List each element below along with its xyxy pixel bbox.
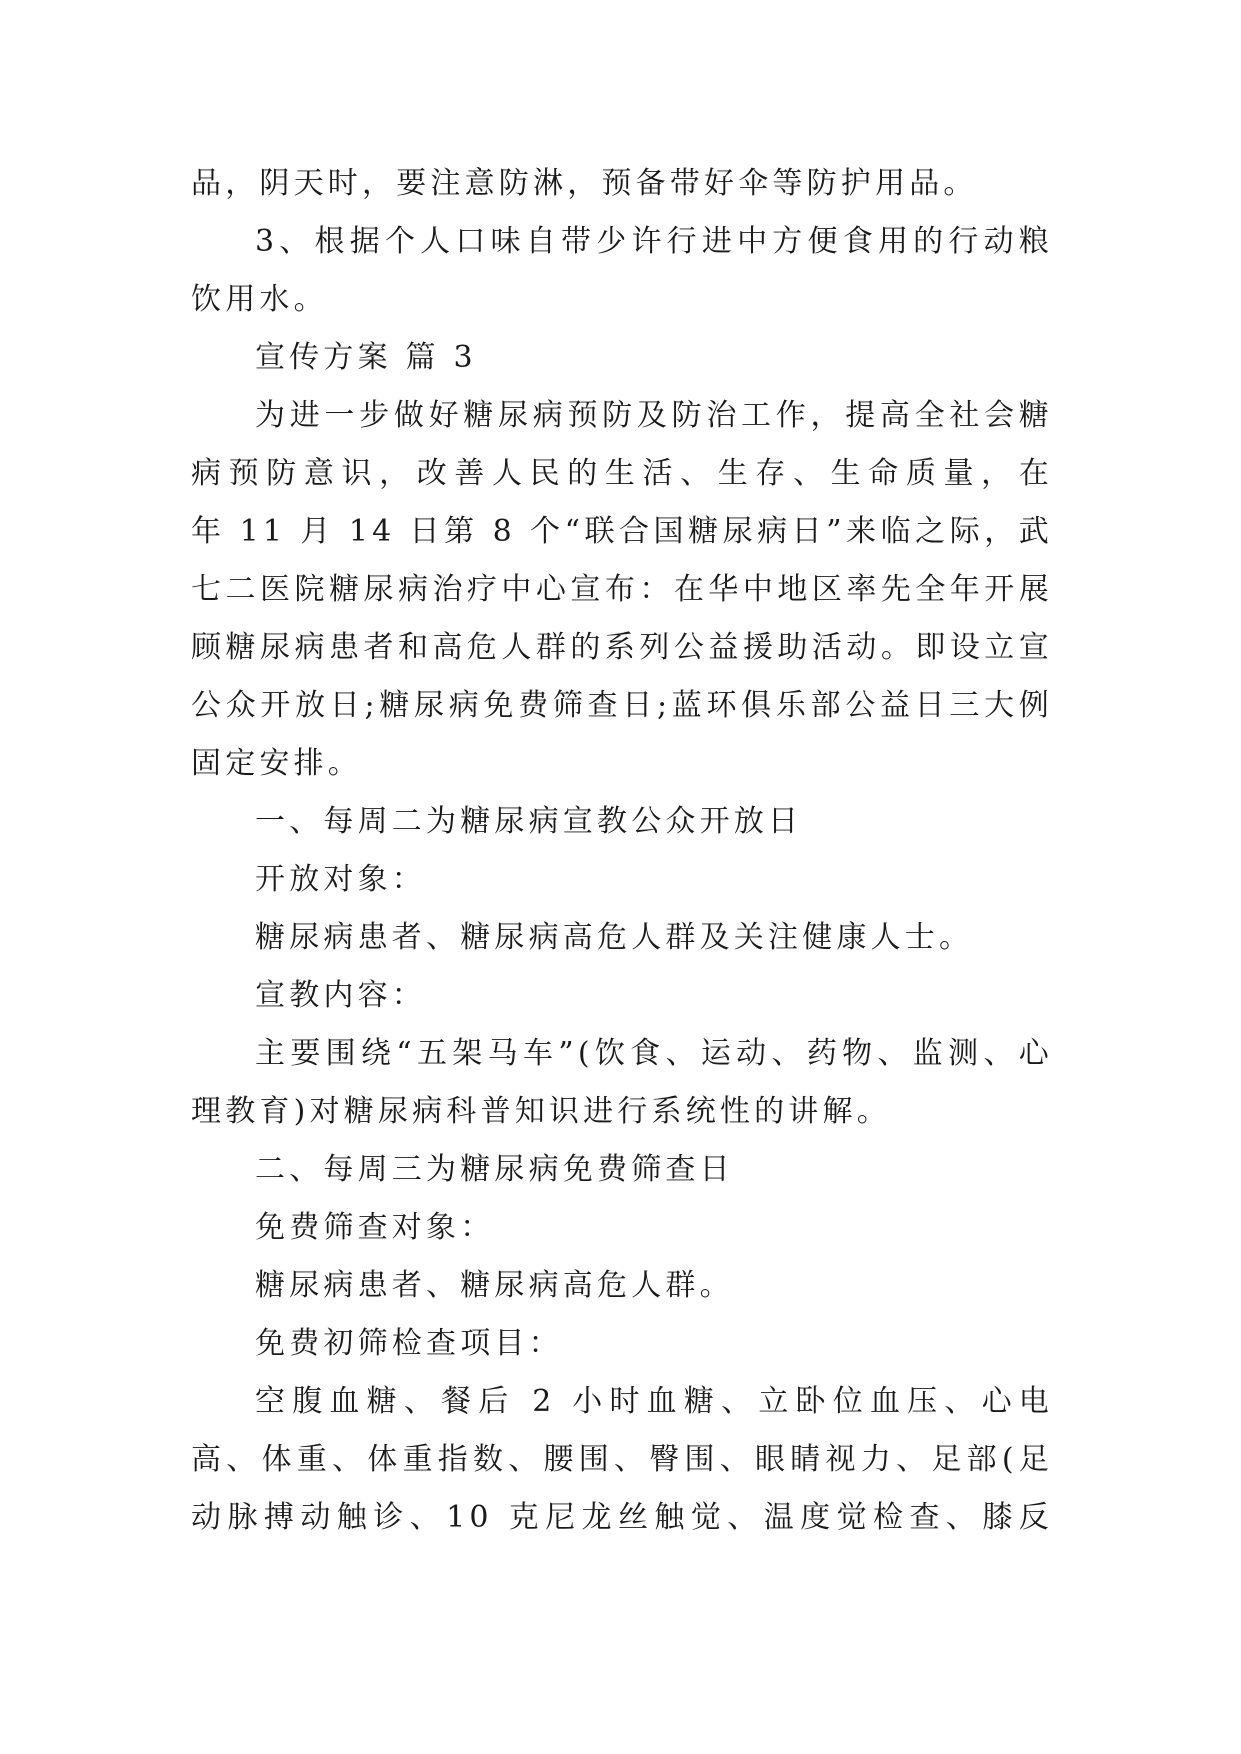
text-line: 七二医院糖尿病治疗中心宣布：在华中地区率先全年开展 bbox=[191, 572, 1053, 607]
text-line: 空腹血糖、餐后 2 小时血糖、立卧位血压、心电 bbox=[255, 1384, 1053, 1419]
text-line: 糖尿病患者、糖尿病高危人群及关注健康人士。 bbox=[255, 920, 974, 955]
text-line: 年 11 月 14 日第 8 个“联合国糖尿病日”来临之际，武 bbox=[191, 514, 1053, 549]
text-line: 理教育)对糖尿病科普知识进行系统性的讲解。 bbox=[191, 1094, 891, 1129]
text-line: 高、体重、体重指数、腰围、臀围、眼睛视力、足部(足 bbox=[191, 1442, 1053, 1477]
text-line: 动脉搏动触诊、10 克尼龙丝触觉、温度觉检查、膝反 bbox=[191, 1500, 1053, 1535]
text-line: 3、根据个人口味自带少许行进中方便食用的行动粮 bbox=[255, 224, 1053, 259]
text-line: 免费初筛检查项目： bbox=[255, 1326, 563, 1361]
text-line: 免费筛查对象： bbox=[255, 1210, 495, 1245]
section-heading: 宣传方案 篇 3 bbox=[255, 340, 477, 375]
text-line: 糖尿病患者、糖尿病高危人群。 bbox=[255, 1268, 734, 1303]
subsection-heading: 一、每周二为糖尿病宣教公众开放日 bbox=[255, 804, 803, 839]
text-line: 品，阴天时，要注意防淋，预备带好伞等防护用品。 bbox=[191, 166, 978, 201]
document-body bbox=[191, 155, 1053, 1547]
text-line: 开放对象： bbox=[255, 862, 426, 897]
text-line: 饮用水。 bbox=[191, 282, 328, 317]
text-line: 公众开放日;糖尿病免费筛查日;蓝环俱乐部公益日三大例 bbox=[191, 688, 1053, 723]
text-line: 主要围绕“五架马车”(饮食、运动、药物、监测、心 bbox=[255, 1036, 1053, 1071]
text-line: 固定安排。 bbox=[191, 746, 362, 781]
text-line: 病预防意识，改善人民的生活、生存、生命质量，在 bbox=[191, 456, 1053, 491]
text-line: 为进一步做好糖尿病预防及防治工作，提高全社会糖 bbox=[255, 398, 1053, 433]
text-line: 宣教内容： bbox=[255, 978, 426, 1013]
text-line: 顾糖尿病患者和高危人群的系列公益援助活动。即设立宣 bbox=[191, 630, 1053, 665]
subsection-heading: 二、每周三为糖尿病免费筛查日 bbox=[255, 1152, 734, 1187]
